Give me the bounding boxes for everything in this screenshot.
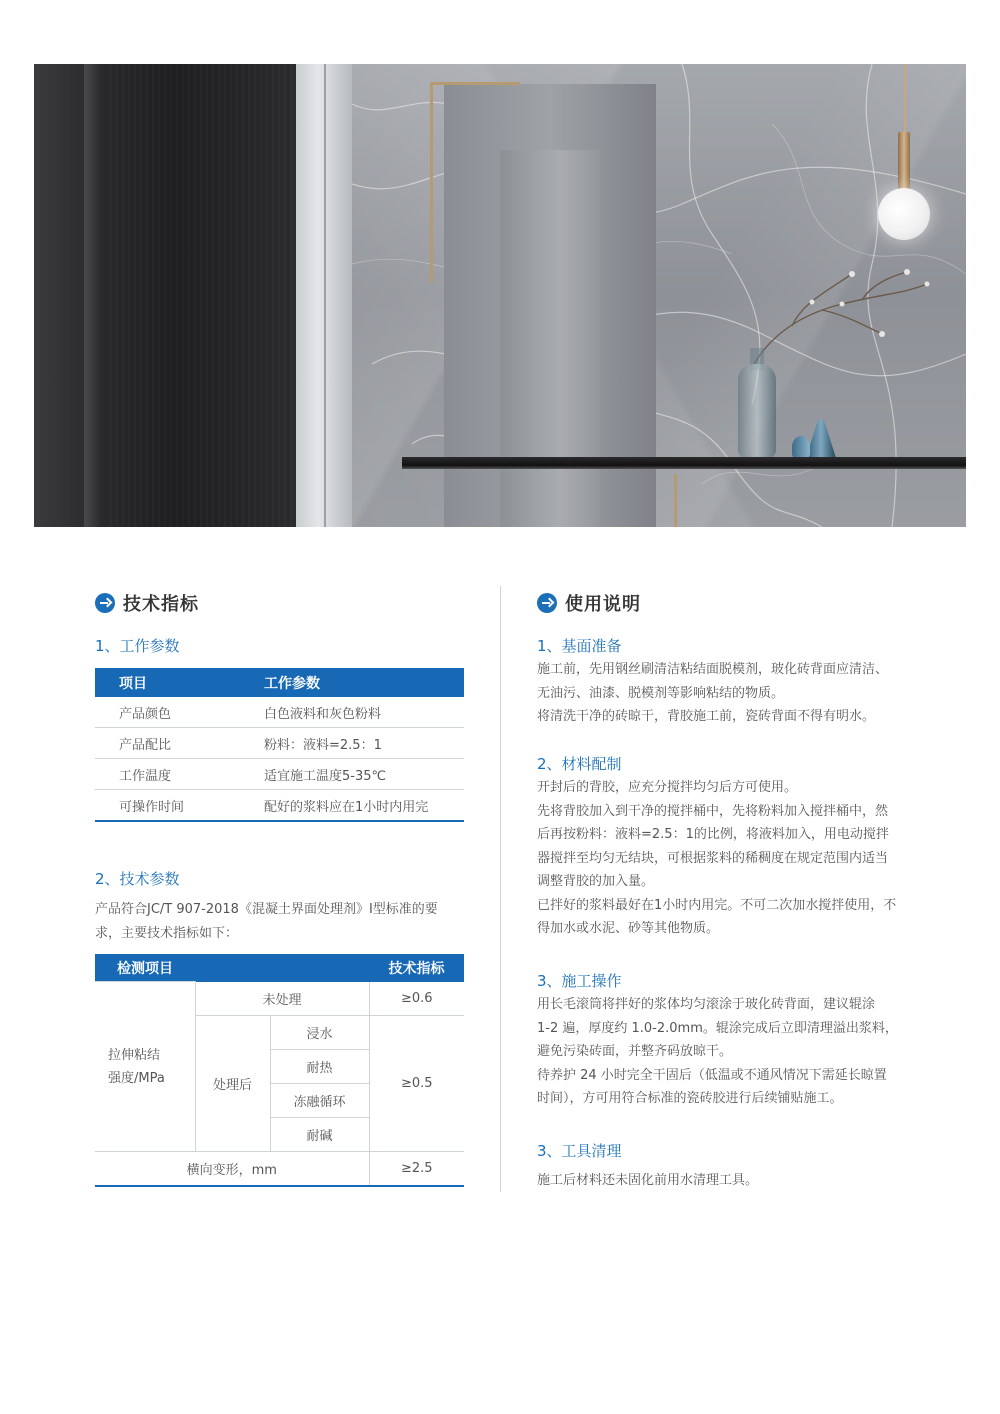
glass-vase xyxy=(738,364,776,458)
usage-instructions-column xyxy=(537,590,907,1188)
paragraph-line: 时间），方可用符合标准的瓷砖胶进行后续铺贴施工。 xyxy=(537,1091,843,1106)
table-cell: 产品配比 xyxy=(95,728,264,759)
instruction-block xyxy=(537,635,907,729)
table-cell: 耐碱 xyxy=(270,1118,369,1152)
work-params-table xyxy=(95,668,464,822)
paragraph-line: 避免污染砖面，并整齐码放晾干。 xyxy=(537,1044,733,1059)
pendant-rod xyxy=(904,64,906,134)
instruction-block xyxy=(537,970,907,1111)
table-cell-value: ≥0.6 xyxy=(369,982,464,1016)
paragraph-line: 施工前，先用钢丝刷清洁粘结面脱模剂，玻化砖背面应清洁、 xyxy=(537,662,889,677)
table-header-cell: 检测项目 xyxy=(95,954,369,982)
table-row xyxy=(95,1152,464,1186)
paragraph-line: 1-2 遍，厚度约 1.0-2.0mm。辊涂完成后立即清理溢出浆料， xyxy=(537,1020,898,1036)
table-cell-value: ≥2.5 xyxy=(369,1152,464,1186)
table-cell: 横向变形，mm xyxy=(95,1152,369,1186)
paragraph-line: 已拌好的浆料最好在1小时内用完。不可二次加水搅拌使用，不 xyxy=(537,897,897,913)
table-row xyxy=(95,982,464,1016)
instruction-block xyxy=(537,753,907,941)
table-header-cell: 工作参数 xyxy=(264,668,464,697)
table-row xyxy=(95,728,464,759)
table-cell: 冻融循环 xyxy=(270,1084,369,1118)
table-header-cell: 项目 xyxy=(95,668,264,697)
table-cell: 未处理 xyxy=(195,982,369,1016)
paragraph-line: 得加水或水泥、砂等其他物质。 xyxy=(537,921,720,936)
arrow-right-circle-icon xyxy=(537,593,557,613)
paragraph-line: 将清洗干净的砖晾干，背胶施工前，瓷砖背面不得有明水。 xyxy=(537,709,876,724)
pendant-globe xyxy=(878,188,930,240)
blue-glass-vase-small xyxy=(792,436,810,458)
marble-wall xyxy=(352,64,966,527)
section-header xyxy=(95,590,465,616)
table-row xyxy=(95,790,464,822)
table-cell: 处理后 xyxy=(195,1016,270,1152)
table-cell-row-label xyxy=(95,982,195,1152)
hero-photo xyxy=(34,64,966,527)
row-label-line: 强度/MPa xyxy=(108,1070,165,1086)
table-cell: 粉料：液料=2.5：1 xyxy=(264,728,464,759)
paragraph-line: 施工后材料还未固化前用水清理工具。 xyxy=(537,1173,759,1188)
column-divider xyxy=(500,586,501,1192)
paragraph-line: 器搅拌至均匀无结块，可根据浆料的稀稠度在规定范围内适当 xyxy=(537,850,889,866)
table-cell: 耐热 xyxy=(270,1050,369,1084)
dark-glass-panel xyxy=(34,64,296,527)
tech-spec-column xyxy=(95,590,465,1178)
table-cell: 工作温度 xyxy=(95,759,264,790)
arrow-right-circle-icon xyxy=(95,593,115,613)
table-header-row xyxy=(95,954,464,982)
paragraph-line: 求，主要技术指标如下： xyxy=(95,925,239,941)
gold-trim xyxy=(674,474,677,527)
subsection-title: 1、工作参数 xyxy=(95,637,180,655)
paragraph-line: 调整背胶的加入量。 xyxy=(537,874,655,889)
marble-niche xyxy=(500,150,600,527)
pendant-lamp-body xyxy=(898,132,910,190)
subsection-title: 3、施工操作 xyxy=(537,972,622,990)
black-shelf xyxy=(402,457,966,469)
paragraph-line: 先将背胶加入到干净的搅拌桶中，先将粉料加入搅拌桶中，然 xyxy=(537,803,889,819)
paragraph-line: 无油污、油漆、脱模剂等影响粘结的物质。 xyxy=(537,685,785,701)
section-title: 使用说明 xyxy=(565,594,641,615)
row-label-line: 拉伸粘结 xyxy=(108,1047,161,1063)
table-cell: 浸水 xyxy=(270,1016,369,1050)
gold-trim xyxy=(430,82,520,85)
table-row xyxy=(95,697,464,728)
paragraph-line: 产品符合JC/T 907-2018《混凝土界面处理剂》I型标准的要 xyxy=(95,902,438,917)
ribbed-glass xyxy=(110,64,296,527)
door-edge xyxy=(84,64,100,527)
subsection-title: 3、工具清理 xyxy=(537,1142,622,1160)
table-header-cell: 技术指标 xyxy=(369,954,464,982)
tech-index-table xyxy=(95,954,464,1187)
paragraph-line: 开封后的背胶，应充分搅拌均匀后方可使用。 xyxy=(537,780,798,795)
section-title: 技术指标 xyxy=(123,594,199,615)
white-door-frame xyxy=(296,64,352,527)
section-header xyxy=(537,590,907,616)
gold-trim xyxy=(430,82,433,282)
paragraph-line: 待养护 24 小时完全干固后（低温或不通风情况下需延长晾置 xyxy=(537,1067,887,1083)
subsection-title: 2、技术参数 xyxy=(95,870,180,888)
table-cell: 白色液料和灰色粉料 xyxy=(264,697,464,728)
table-cell: 适宜施工温度5-35℃ xyxy=(264,759,464,790)
paragraph-line: 后再按粉料：液料=2.5：1的比例，将液料加入，用电动搅拌 xyxy=(537,827,889,842)
table-row xyxy=(95,759,464,790)
table-header-row xyxy=(95,668,464,697)
paragraph-line: 用长毛滚筒将拌好的浆体均匀滚涂于玻化砖背面，建议辊涂 xyxy=(537,997,876,1012)
table-cell: 配好的浆料应在1小时内用完 xyxy=(264,790,464,822)
table-cell: 可操作时间 xyxy=(95,790,264,822)
instruction-block xyxy=(537,1140,907,1193)
table-cell-value: ≥0.5 xyxy=(369,1016,464,1152)
table-cell: 产品颜色 xyxy=(95,697,264,728)
subsection-title: 2、材料配制 xyxy=(537,755,622,773)
tech-intro xyxy=(95,898,465,945)
subsection-title: 1、基面准备 xyxy=(537,637,622,655)
